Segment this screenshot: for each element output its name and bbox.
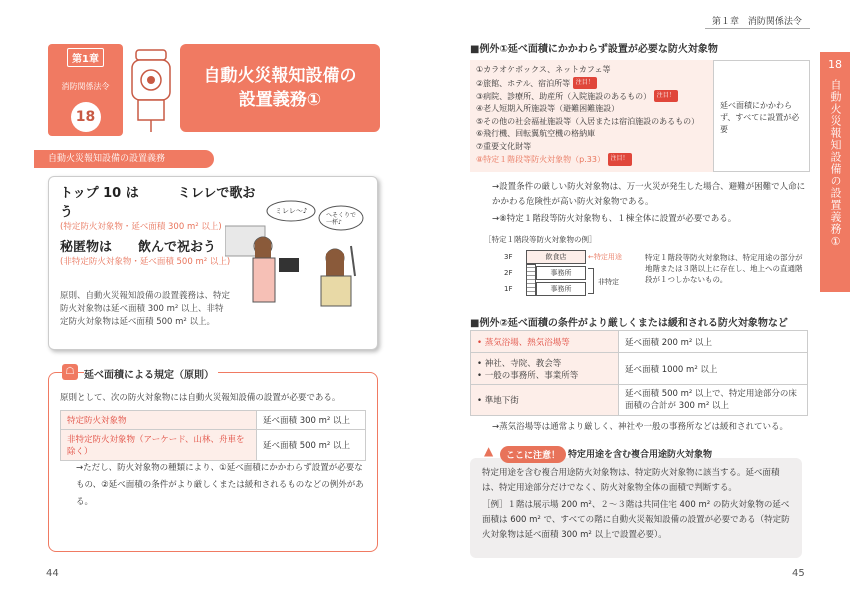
brace bbox=[588, 268, 594, 294]
list-item: ⑥飛行機、回転翼航空機の格納庫 bbox=[476, 129, 596, 138]
side-tab-text: 自動火災報知設備の設置義務① bbox=[829, 79, 842, 249]
exception2-title: ■例外②延べ面積の条件がより厳しくまたは緩和される防火対象物など bbox=[470, 318, 788, 329]
list-item: ⑦重要文化財等 bbox=[476, 141, 532, 151]
side-tab bbox=[820, 52, 850, 292]
chapter-block bbox=[48, 44, 123, 136]
ex2-row-value: 延べ面積 1000 m² 以上 bbox=[619, 353, 808, 385]
header-rule bbox=[705, 28, 810, 29]
mnemonic-description: 原則、自動火災報知設備の設置義務は、特定防火対象物は延べ面積 300 m² 以上、非特定防火対象物は延べ面積 500 m² 以上。 bbox=[60, 291, 231, 327]
notice-tag: 注目！ bbox=[573, 77, 597, 90]
floor-label-2f: 2F bbox=[504, 269, 513, 277]
title-line1: 自動火災報知設備の bbox=[203, 66, 357, 86]
header-chapter-name: 消防関係法令 bbox=[747, 17, 802, 27]
list-item: ④老人短期入所施設等（避難困難施設） bbox=[476, 104, 620, 113]
rule-row-value: 延べ面積 300 m² 以上 bbox=[257, 411, 366, 430]
table-row bbox=[471, 353, 808, 385]
room-3f: 飲食店 bbox=[526, 250, 586, 264]
chapter-law: 消防関係法令 bbox=[61, 82, 110, 91]
exception1-list bbox=[476, 64, 712, 166]
exception1-title: ■例外①延べ面積にかかわらず設置が必要な防火対象物 bbox=[470, 44, 718, 55]
speech-bubble-1: ミレレ～♪ bbox=[275, 207, 308, 215]
caution-example: ［例］１階は展示場 200 m²、２～３階は共同住宅 400 m² の防火対象物の延べ面積は 600 m² で、すべての階に自動火災報知設備の設置が必要である（特定防火対象物は延べ面積 300 m² 以上で設置必要）。 bbox=[482, 500, 790, 540]
fire-bell-icon bbox=[128, 46, 174, 132]
caution-badge: ここに注意！ bbox=[500, 446, 566, 463]
exception2-note: →蒸気浴場等は通常より厳しく、神社や一般の事務所などは緩和されている。 bbox=[492, 422, 788, 432]
caution-title: 特定用途を含む複合用途防火対象物 bbox=[568, 450, 713, 460]
label-special-use: ←特定用途 bbox=[588, 253, 622, 261]
ex2-row-label: • 神社、寺院、教会等 • 一般の事務所、事業所等 bbox=[471, 353, 619, 385]
table-row bbox=[471, 385, 808, 416]
mnemonic-line1-sub: (特定防火対象物・延べ面積 300 m² 以上) bbox=[60, 222, 222, 232]
notice-tag: 注目！ bbox=[654, 90, 678, 103]
mnemonic-line1: トップ 10 は ミレレで歌おう bbox=[60, 186, 256, 220]
flame-icon: ▲ bbox=[484, 444, 494, 458]
list-item: ⑤その他の社会福祉施設等（入居または宿泊施設のあるもの） bbox=[476, 116, 700, 126]
exception2-table bbox=[470, 330, 808, 416]
notice-tag: 注目！ bbox=[608, 153, 632, 166]
rule-heading: 延べ面積による規定（原則） bbox=[84, 366, 218, 381]
ex2-row-label: • 準地下街 bbox=[471, 385, 619, 416]
rule-table bbox=[60, 410, 366, 461]
ex2-row-label: • 蒸気浴場、熱気浴場等 bbox=[471, 331, 619, 353]
diagram-caption: ［特定１階段等防火対象物の例］ bbox=[484, 235, 597, 244]
label-nonspecial: 非特定 bbox=[598, 278, 619, 286]
page-title bbox=[180, 44, 380, 132]
list-item: ②旅館、ホテル、宿泊所等 注目！ bbox=[476, 77, 712, 90]
chapter-label: 第1章 bbox=[67, 48, 104, 67]
diagram-text: 特定１階段等防火対象物は、特定用途の部分が地階または３階以上に存在し、地上への直通階段が１つしかないもの。 bbox=[645, 253, 803, 284]
page-number-right: 45 bbox=[792, 568, 805, 579]
table-row bbox=[61, 430, 366, 461]
list-item: ③病院、診療所、助産所（入院施設のあるもの） 注目！ bbox=[476, 90, 712, 103]
rule-row-value: 延べ面積 500 m² 以上 bbox=[257, 430, 366, 461]
exception1-note1: →設置条件の厳しい防火対象物は、万一火災が発生した場合、避難が困難で人命にかかわる危険性が高い防火対象物である。 bbox=[492, 182, 806, 207]
table-row bbox=[471, 331, 808, 353]
side-tab-number: 18 bbox=[828, 58, 842, 71]
ex2-row-value: 延べ面積 500 m² 以上で、特定用途部分の床面積の合計が 300 m² 以上 bbox=[619, 385, 808, 416]
list-item: ①カラオケボックス、ネットカフェ等 bbox=[476, 65, 611, 74]
floor-label-3f: 3F bbox=[504, 253, 513, 261]
exception1-note2: →⑧特定１階段等防火対象物も、１棟全体に設置が必要である。 bbox=[492, 214, 737, 224]
floor-label-1f: 1F bbox=[504, 285, 513, 293]
page-number-left: 44 bbox=[46, 568, 59, 579]
rule-icon: ☖ bbox=[62, 364, 78, 380]
title-line2: 設置義務① bbox=[238, 90, 322, 110]
list-item: ⑧特定１階段等防火対象物（p.33） 注目！ bbox=[476, 153, 712, 166]
caution-body: 特定用途を含む複合用途防火対象物は、特定防火対象物に該当する。延べ面積は、特定用途部分だけでなく、防火対象物全体の面積で判断する。 bbox=[482, 468, 780, 493]
header-chapter: 第１章 bbox=[712, 17, 740, 27]
rule-note: →ただし、防火対象物の種類により、①延べ面積にかかわらず設置が必要なもの、②延べ面積の条件がより厳しくまたは緩和されるものなどの例外がある。 bbox=[76, 463, 364, 507]
mnemonic-line2-sub: (非特定防火対象物・延べ面積 500 m² 以上) bbox=[60, 257, 231, 267]
mnemonic-line2: 秘匿物は 飲んで祝おう bbox=[60, 240, 217, 255]
room-2f: 事務所 bbox=[536, 266, 586, 280]
running-header bbox=[712, 14, 802, 27]
rule-row-label: 特定防火対象物 bbox=[61, 411, 257, 430]
rule-row-label: 非特定防火対象物（アーケード、山林、舟車を除く） bbox=[61, 430, 257, 461]
speech-bubble-2: へそくりで一杯♪ bbox=[326, 212, 357, 226]
table-row bbox=[61, 411, 366, 430]
ex2-row-value: 延べ面積 200 m² 以上 bbox=[619, 331, 808, 353]
exception1-right-cell: 延べ面積にかかわらず、すべてに設置が必要 bbox=[720, 101, 800, 134]
chapter-number: 18 bbox=[71, 102, 101, 132]
rule-intro: 原則として、次の防火対象物には自動火災報知設備の設置が必要である。 bbox=[60, 393, 341, 403]
section-ribbon: 自動火災報知設備の設置義務 bbox=[34, 150, 214, 168]
room-1f: 事務所 bbox=[536, 282, 586, 296]
staircase bbox=[526, 264, 536, 296]
